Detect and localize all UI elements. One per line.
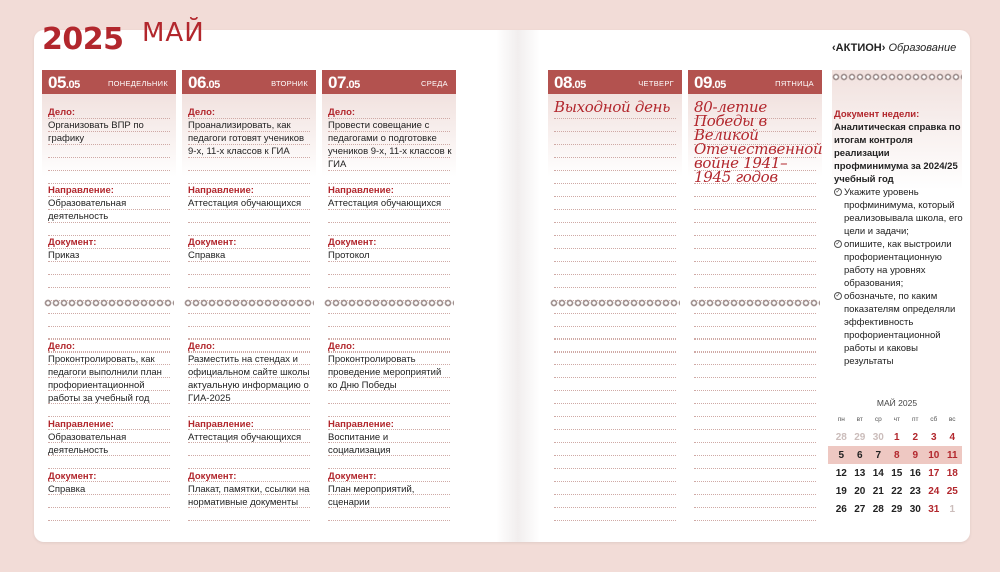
calendar-day: 21 bbox=[872, 485, 884, 497]
holiday-note: Выходной день bbox=[554, 98, 671, 116]
checklist-text: обозначьте, по каким показателям определяли эффективность профориентационной работы и каковы результаты bbox=[844, 291, 956, 367]
binding-rings bbox=[690, 296, 820, 310]
calendar-day: 16 bbox=[909, 467, 921, 479]
binding-rings bbox=[324, 296, 454, 310]
doc-week-header bbox=[834, 108, 962, 186]
document-text: Справка bbox=[48, 484, 86, 495]
direction-text: Воспитание и социализация bbox=[328, 432, 391, 456]
weekday-cell: пт bbox=[912, 416, 919, 423]
task-entry bbox=[328, 340, 452, 392]
checklist-text: опишите, как выстроили профориентационную работу на уровнях образования; bbox=[844, 239, 952, 289]
calendar-title: МАЙ 2025 bbox=[876, 398, 918, 408]
calendar-day: 1 bbox=[949, 503, 956, 515]
document-text: Плакат, памятки, ссылки на нормативные документы bbox=[188, 484, 310, 508]
calendar-day: 22 bbox=[891, 485, 903, 497]
direction-entry bbox=[48, 418, 172, 457]
direction-label: Направление: bbox=[48, 419, 114, 430]
calendar-day: 20 bbox=[854, 485, 866, 497]
task-text: Проконтролировать проведение мероприятий ко Дню Победы bbox=[328, 354, 442, 391]
calendar-week-current bbox=[828, 446, 962, 464]
direction-entry bbox=[48, 184, 172, 223]
calendar-weekdays bbox=[832, 416, 962, 428]
calendar-day: 23 bbox=[909, 485, 921, 497]
binding-rings bbox=[184, 296, 314, 310]
document-text: План мероприятий, сценарии bbox=[328, 484, 415, 508]
task-entry bbox=[328, 106, 452, 171]
doc-week-checklist bbox=[834, 186, 964, 368]
direction-entry bbox=[328, 418, 452, 457]
calendar-day: 27 bbox=[854, 503, 866, 515]
day-date: 05.05 bbox=[48, 73, 80, 92]
ruled-lines bbox=[694, 326, 816, 521]
calendar-day: 14 bbox=[872, 467, 884, 479]
calendar-week bbox=[832, 500, 962, 518]
doc-week-title: Аналитическая справка по итогам контроля реализации профминимума за 2024/25 учебный год bbox=[834, 122, 961, 185]
document-text: Справка bbox=[188, 250, 226, 261]
day-header bbox=[548, 70, 682, 94]
checkmark-icon: ✓ bbox=[835, 189, 841, 195]
day-header bbox=[42, 70, 176, 94]
calendar-day: 17 bbox=[928, 467, 940, 479]
calendar-grid bbox=[832, 416, 962, 518]
checkmark-icon: ✓ bbox=[835, 293, 841, 299]
task-text: Организовать ВПР по графику bbox=[48, 120, 144, 144]
weekday-label: ПОНЕДЕЛЬНИК bbox=[107, 79, 168, 88]
weekday-cell: вт bbox=[856, 416, 863, 423]
calendar-day: 15 bbox=[891, 467, 903, 479]
binding-rings bbox=[550, 296, 680, 310]
direction-text: Аттестация обучающихся bbox=[188, 198, 302, 209]
calendar-day: 26 bbox=[835, 503, 847, 515]
checklist-text: Укажите уровень профминимума, который реализовывала школа, его цели и задачи; bbox=[844, 187, 963, 237]
calendar-day: 3 bbox=[930, 431, 937, 443]
binding-rings bbox=[44, 296, 174, 310]
calendar-week bbox=[832, 464, 962, 482]
document-label: Документ: bbox=[188, 471, 237, 482]
document-text: Протокол bbox=[328, 250, 370, 261]
day-header bbox=[688, 70, 822, 94]
task-entry bbox=[48, 106, 172, 145]
day-date: 09.05 bbox=[694, 73, 726, 92]
calendar-day: 30 bbox=[909, 503, 921, 515]
weekday-cell: пн bbox=[837, 416, 845, 423]
calendar-day: 5 bbox=[838, 449, 845, 461]
calendar-day: 30 bbox=[872, 431, 884, 443]
direction-label: Направление: bbox=[328, 419, 394, 430]
calendar-day: 12 bbox=[835, 467, 847, 479]
checklist-item bbox=[834, 186, 964, 238]
calendar-day: 31 bbox=[928, 503, 940, 515]
document-entry bbox=[48, 236, 172, 262]
calendar-day: 28 bbox=[872, 503, 884, 515]
day-header bbox=[182, 70, 316, 94]
direction-label: Направление: bbox=[328, 185, 394, 196]
day-header bbox=[322, 70, 456, 94]
task-text: Провести совещание с педагогами о подготовке учеников 9-х, 11-х классов к ГИА bbox=[328, 120, 452, 170]
binding-rings bbox=[832, 70, 962, 84]
task-text: Разместить на стендах и официальном сайте школы актуальную информацию о ГИА-2025 bbox=[188, 354, 310, 404]
calendar-day: 6 bbox=[856, 449, 863, 461]
calendar-week bbox=[832, 482, 962, 500]
ruled-lines bbox=[554, 106, 676, 353]
direction-entry bbox=[188, 418, 312, 444]
weekday-label: СРЕДА bbox=[420, 79, 448, 88]
document-entry bbox=[188, 236, 312, 262]
document-entry bbox=[48, 470, 172, 496]
task-text: Проанализировать, как педагоги готовят учеников 9-х, 11-х классов к ГИА bbox=[188, 120, 305, 157]
document-label: Документ: bbox=[188, 237, 237, 248]
task-label: Дело: bbox=[48, 341, 76, 352]
calendar-day: 29 bbox=[854, 431, 866, 443]
calendar-day: 1 bbox=[893, 431, 900, 443]
direction-label: Направление: bbox=[188, 419, 254, 430]
month-title: МАЙ bbox=[142, 18, 205, 48]
direction-entry bbox=[328, 184, 452, 210]
calendar-day: 18 bbox=[946, 467, 958, 479]
calendar-day: 9 bbox=[912, 449, 919, 461]
mini-calendar bbox=[830, 398, 964, 515]
calendar-day: 2 bbox=[912, 431, 919, 443]
weekday-cell: вс bbox=[948, 416, 956, 423]
weekday-cell: чт bbox=[893, 416, 900, 423]
holiday-note: 80-летие Победы в Великой Отечественной войне 1941–1945 годов bbox=[694, 98, 823, 186]
day-date: 08.05 bbox=[554, 73, 586, 92]
ruled-lines bbox=[554, 326, 676, 521]
doc-week-label: Документ недели: bbox=[834, 109, 920, 120]
weekday-cell: сб bbox=[930, 416, 938, 423]
document-label: Документ: bbox=[328, 471, 377, 482]
calendar-day: 10 bbox=[928, 449, 940, 461]
direction-text: Образовательная деятельность bbox=[48, 198, 127, 222]
task-label: Дело: bbox=[188, 107, 216, 118]
task-label: Дело: bbox=[48, 107, 76, 118]
calendar-day: 19 bbox=[835, 485, 847, 497]
document-label: Документ: bbox=[48, 237, 97, 248]
direction-label: Направление: bbox=[188, 185, 254, 196]
brand-name: Образование bbox=[888, 42, 957, 54]
calendar-day: 13 bbox=[854, 467, 866, 479]
calendar-day: 8 bbox=[893, 449, 900, 461]
calendar-day: 25 bbox=[946, 485, 958, 497]
direction-text: Аттестация обучающихся bbox=[328, 198, 442, 209]
task-text: Проконтролировать, как педагоги выполнили план профориентационной работы за учебный год bbox=[48, 354, 162, 404]
document-entry bbox=[328, 470, 452, 509]
task-label: Дело: bbox=[328, 341, 356, 352]
task-entry bbox=[188, 340, 312, 405]
direction-entry bbox=[188, 184, 312, 210]
calendar-day: 24 bbox=[928, 485, 940, 497]
day-date: 07.05 bbox=[328, 73, 360, 92]
checklist-item bbox=[834, 290, 964, 368]
calendar-day: 4 bbox=[949, 431, 956, 443]
weekday-label: ЧЕТВЕРГ bbox=[638, 79, 674, 88]
task-label: Дело: bbox=[328, 107, 356, 118]
calendar-day: 28 bbox=[835, 431, 847, 443]
document-label: Документ: bbox=[48, 471, 97, 482]
brand-logo bbox=[832, 42, 956, 54]
weekday-label: ВТОРНИК bbox=[271, 79, 308, 88]
calendar-day: 7 bbox=[875, 449, 882, 461]
weekday-label: ПЯТНИЦА bbox=[775, 79, 814, 88]
document-label: Документ: bbox=[328, 237, 377, 248]
year-title: 2025 bbox=[42, 22, 124, 57]
calendar-day: 29 bbox=[891, 503, 903, 515]
task-entry bbox=[48, 340, 172, 405]
document-of-week bbox=[832, 70, 964, 400]
spine-gutter bbox=[496, 30, 540, 542]
document-entry bbox=[328, 236, 452, 262]
direction-text: Образовательная деятельность bbox=[48, 432, 127, 456]
checklist-item bbox=[834, 238, 964, 290]
direction-text: Аттестация обучающихся bbox=[188, 432, 302, 443]
brand-mark: ‹АКТИОН› bbox=[832, 42, 886, 54]
task-entry bbox=[188, 106, 312, 158]
day-date: 06.05 bbox=[188, 73, 220, 92]
direction-label: Направление: bbox=[48, 185, 114, 196]
document-entry bbox=[188, 470, 312, 509]
document-text: Приказ bbox=[48, 250, 80, 261]
calendar-day: 11 bbox=[946, 449, 958, 461]
checkmark-icon: ✓ bbox=[835, 241, 841, 247]
task-label: Дело: bbox=[188, 341, 216, 352]
weekday-cell: ср bbox=[874, 416, 882, 423]
calendar-week bbox=[832, 428, 962, 446]
